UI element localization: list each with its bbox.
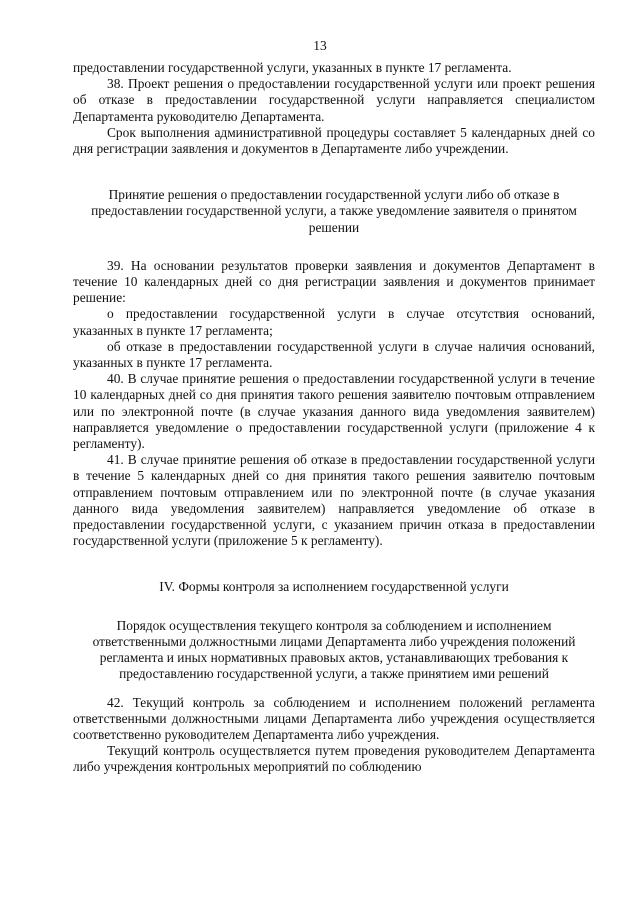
section-heading-current-control: Порядок осуществления текущего контроля за соблюдением и исполнением ответственными должностными лицами Департамента либо учреждения положений регламента и иных нормативных правовых актов, устанавливающих требования к предоставлению государственной услуги, а также принятием ими решений: [92, 617, 576, 682]
page-number: 13: [313, 38, 327, 53]
spacer: [73, 683, 595, 695]
paragraph-41: 41. В случае принятие решения об отказе в предоставлении государственной услуги в течение 5 календарных дней со дня принятия такого решения заявителю почтовым отправлением почтовым отправлением или по электронной почте (в случае указания данного вида уведомления заявителем) направляется уведомление об отказе в предоставлении государственной услуги, с указанием причин отказа в предоставлении государственной услуги (приложение 5 к регламенту).: [73, 452, 595, 549]
section-heading-decision: Принятие решения о предоставлении государственной услуги либо об отказе в предоставлении государственной услуги, а также уведомление заявителя о принятом решении: [91, 187, 577, 235]
paragraph-procedure-term: Срок выполнения административной процедуры составляет 5 календарных дней со дня регистрации заявления и документов в Департаменте либо учреждении.: [73, 124, 595, 157]
paragraph-continuation: предоставлении государственной услуги, указанных в пункте 17 регламента.: [73, 60, 512, 75]
paragraph-39-option-2: об отказе в предоставлении государственной услуги в случае наличия оснований, указанных в пункте 17 регламента.: [73, 338, 595, 371]
paragraph-38: 38. Проект решения о предоставлении государственной услуги или проект решения об отказе в предоставлении государственной услуги направляется специалистом Департамента руководителю Департамента.: [73, 76, 595, 124]
spacer: [73, 236, 595, 258]
paragraph-current-control: Текущий контроль осуществляется путем проведения руководителем Департамента либо учреждения контрольных мероприятий по соблюдению: [73, 743, 595, 775]
spacer: [73, 596, 595, 618]
paragraph-39-option-1: о предоставлении государственной услуги в случае отсутствия оснований, указанных в пункте 17 регламента;: [73, 306, 595, 338]
spacer: [73, 157, 595, 187]
paragraph-39: 39. На основании результатов проверки заявления и документов Департамент в течение 10 календарных дней со дня регистрации заявления и документов принимает решение:: [73, 257, 595, 306]
document-body: [73, 60, 595, 776]
paragraph-40: 40. В случае принятие решения о предоставлении государственной услуги в течение 10 календарных дней со дня принятия такого решения заявителю почтовым отправлением или по электронной почте (в случае указания данного вида уведомления заявителем) направляется уведомление о предоставлении государственной услуги (приложение 4 к регламенту).: [73, 371, 595, 452]
paragraph-42: 42. Текущий контроль за соблюдением и исполнением положений регламента ответственными должностными лицами Департамента либо учреждения осуществляется соответственно руководителем Департамента либо учреждения.: [73, 694, 595, 742]
chapter-heading-control: IV. Формы контроля за исполнением государственной услуги: [159, 579, 509, 595]
spacer: [73, 549, 595, 579]
